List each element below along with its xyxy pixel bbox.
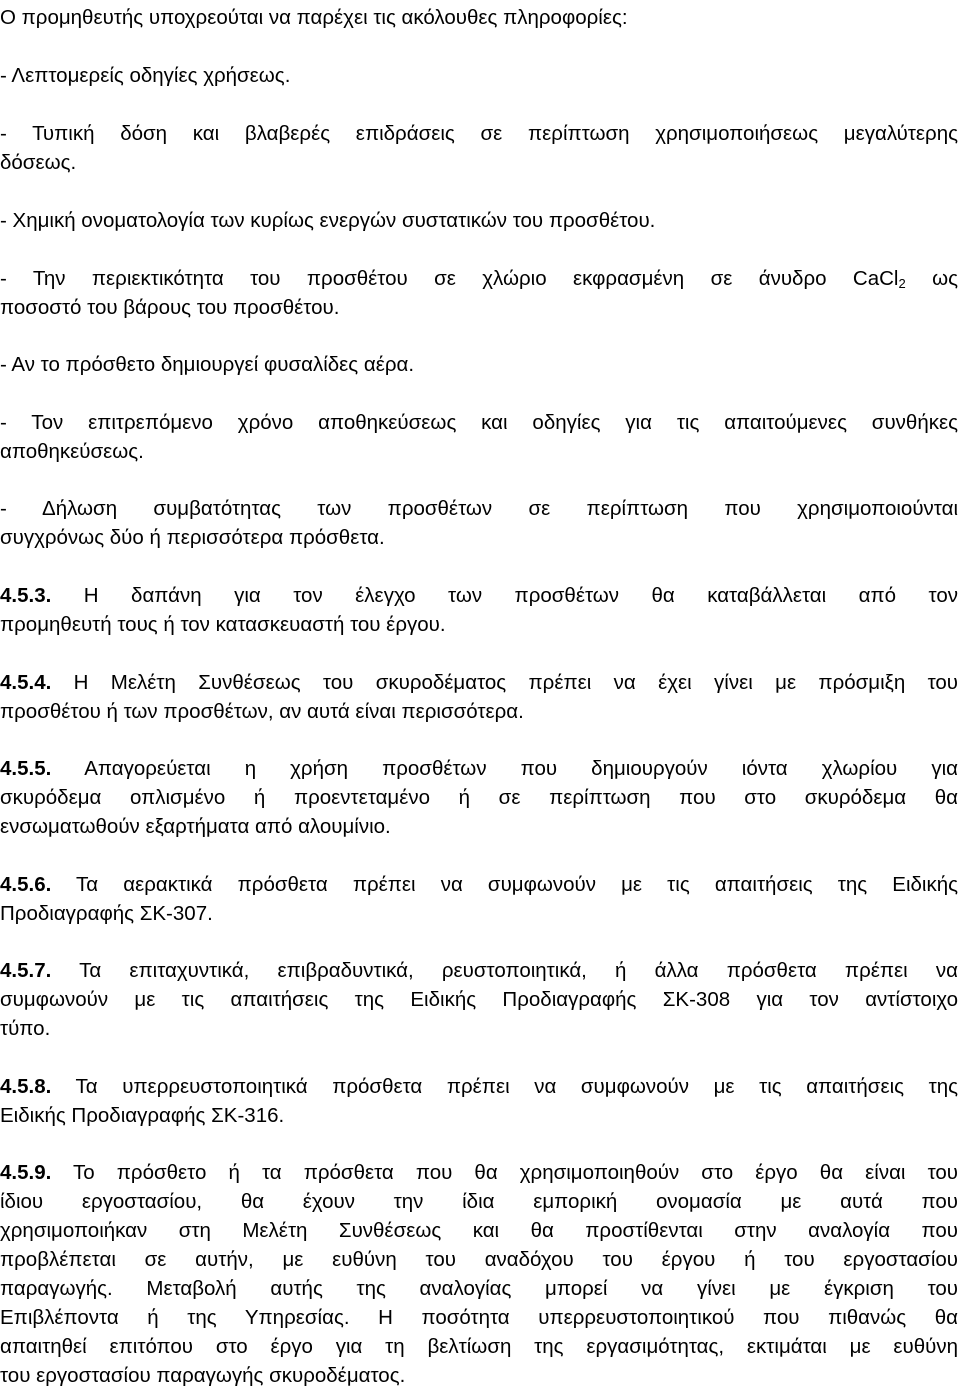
bullet-typical-dose-line2: δόσεως. — [0, 151, 77, 174]
clause-number: 4.5.6. — [0, 873, 52, 896]
clause-4-5-9-line1 — [0, 1161, 958, 1185]
bullet-compatibility-line1: - Δήλωση συμβατότητας των προσθέτων σε περίπτωση που χρησιμοποιούνται — [0, 497, 958, 520]
clause-number: 4.5.5. — [0, 757, 52, 780]
bullet-chemical-nomenclature: - Χημική ονοματολογία των κυρίως ενεργών συστατικών του προσθέτου. — [0, 209, 656, 232]
clause-4-5-6-line1 — [0, 873, 958, 897]
bullet-usage-instructions: - Λεπτομερείς οδηγίες χρήσεως. — [0, 64, 291, 87]
clause-text: Απαγορεύεται η χρήση προσθέτων που δημιουργούν ιόντα χλωρίου για — [51, 757, 958, 780]
bullet-typical-dose-line1: - Τυπική δόση και βλαβερές επιδράσεις σε περίπτωση χρησιμοποιήσεως μεγαλύτερης — [0, 122, 958, 145]
clause-text: Τα αερακτικά πρόσθετα πρέπει να συμφωνούν με τις απαιτήσεις της Ειδικής — [51, 873, 958, 896]
clause-4-5-9-line7: απαιτηθεί επιτόπου στο έργο για τη βελτίωση της εργασιμότητας, εκτιμάται με ευθύνη — [0, 1335, 958, 1358]
clause-4-5-3-line1 — [0, 584, 958, 608]
clause-4-5-9-line4: προβλέπεται σε αυτήν, με ευθύνη του αναδόχου του έργου ή του εργοστασίου — [0, 1248, 958, 1271]
bullet-chlorine-content-line2: ποσοστό του βάρους του προσθέτου. — [0, 296, 340, 319]
clause-text: Τα υπερρευστοποιητικά πρόσθετα πρέπει να συμφωνούν με τις απαιτήσεις της — [51, 1075, 958, 1098]
bullet-storage-line2: αποθηκεύσεως. — [0, 440, 144, 463]
clause-number: 4.5.4. — [0, 671, 52, 694]
clause-text: Η δαπάνη για τον έλεγχο των προσθέτων θα καταβάλλεται από τον — [51, 584, 958, 607]
clause-4-5-6-line2: Προδιαγραφής ΣΚ-307. — [0, 902, 213, 925]
clause-4-5-9-line2: ίδιου εργοστασίου, θα έχουν την ίδια εμπορική ονομασία με αυτά που — [0, 1190, 958, 1213]
clause-4-5-8-line2: Ειδικής Προδιαγραφής ΣΚ-316. — [0, 1104, 285, 1127]
clause-text: Τα επιταχυντικά, επιβραδυντικά, ρευστοποιητικά, ή άλλα πρόσθετα πρέπει να — [51, 959, 958, 982]
subscript-2: 2 — [898, 276, 906, 291]
chlorine-text: - Την περιεκτικότητα του προσθέτου σε χλώριο εκφρασμένη σε άνυδρο CaCl — [0, 267, 899, 290]
clause-number: 4.5.8. — [0, 1075, 52, 1098]
clause-number: 4.5.7. — [0, 959, 52, 982]
clause-text: Η Μελέτη Συνθέσεως του σκυροδέματος πρέπει να έχει γίνει με πρόσμιξη του — [51, 671, 958, 694]
intro-text: Ο προμηθευτής υποχρεούται να παρέχει τις ακόλουθες πληροφορίες: — [0, 6, 628, 29]
clause-4-5-9-line3: χρησιμοποιήκαν στη Μελέτη Συνθέσεως και θα προστίθενται στην αναλογία που — [0, 1219, 958, 1242]
clause-number: 4.5.9. — [0, 1161, 52, 1184]
clause-4-5-7-line2: συμφωνούν με τις απαιτήσεις της Ειδικής Προδιαγραφής ΣΚ-308 για τον αντίστοιχο — [0, 988, 958, 1011]
chlorine-text-end: ως — [905, 267, 958, 290]
clause-4-5-9-line8: του εργοστασίου παραγωγής σκυροδέματος. — [0, 1364, 406, 1387]
clause-4-5-5-line1 — [0, 757, 958, 781]
clause-4-5-7-line3: τύπο. — [0, 1017, 51, 1040]
clause-4-5-8-line1 — [0, 1075, 958, 1099]
bullet-chlorine-content-line1 — [0, 267, 958, 291]
clause-4-5-5-line3: ενσωματωθούν εξαρτήματα από αλουμίνιο. — [0, 815, 391, 838]
bullet-storage-line1: - Τον επιτρεπόμενο χρόνο αποθηκεύσεως και οδηγίες για τις απαιτούμενες συνθήκες — [0, 411, 958, 434]
bullet-air-bubbles: - Αν το πρόσθετο δημιουργεί φυσαλίδες αέρα. — [0, 353, 415, 376]
clause-4-5-7-line1 — [0, 959, 958, 983]
clause-4-5-9-line6: Επιβλέποντα ή της Υπηρεσίας. Η ποσότητα υπερρευστοποιητικού που πιθανώς θα — [0, 1306, 958, 1329]
clause-4-5-4-line1 — [0, 671, 958, 695]
bullet-compatibility-line2: συγχρόνως δύο ή περισσότερα πρόσθετα. — [0, 526, 385, 549]
clause-4-5-3-line2: προμηθευτή τους ή τον κατασκευαστή του έργου. — [0, 613, 446, 636]
clause-4-5-4-line2: προσθέτου ή των προσθέτων, αν αυτά είναι περισσότερα. — [0, 700, 524, 723]
clause-number: 4.5.3. — [0, 584, 52, 607]
clause-4-5-9-line5: παραγωγής. Μεταβολή αυτής της αναλογίας μπορεί να γίνει με έγκριση του — [0, 1277, 958, 1300]
clause-4-5-5-line2: σκυρόδεμα οπλισμένο ή προεντεταμένο ή σε περίπτωση που στο σκυρόδεμα θα — [0, 786, 958, 809]
clause-text: Το πρόσθετο ή τα πρόσθετα που θα χρησιμοποιηθούν στο έργο θα είναι του — [51, 1161, 958, 1184]
